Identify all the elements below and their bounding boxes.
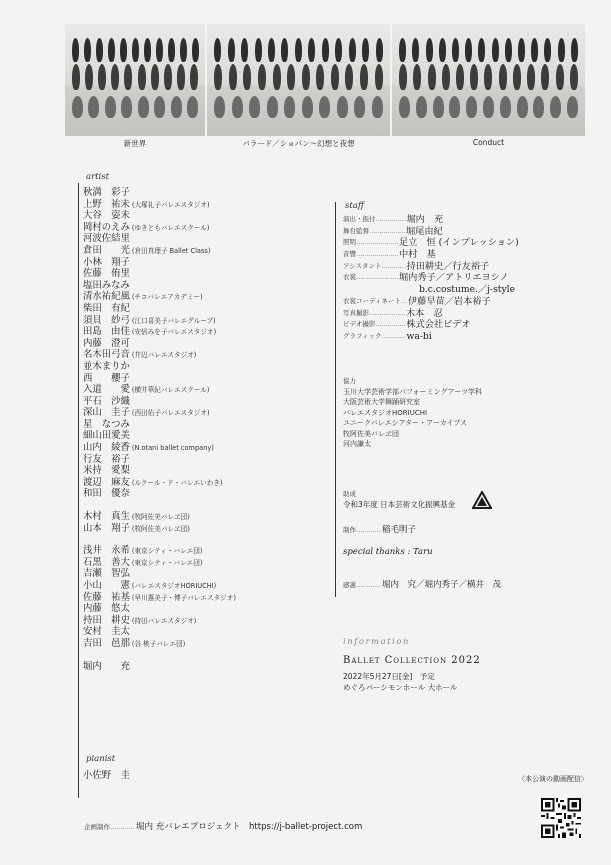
artist-row (83, 580, 328, 592)
artist-name: 塩田みなみ (83, 279, 130, 291)
staff-row (343, 308, 568, 320)
artist-row (83, 326, 328, 338)
artist-name: 吉瀬 智弘 (83, 568, 130, 580)
artist-row (83, 523, 328, 535)
cooperation-item: 河内謙太 (343, 440, 371, 448)
artist-row (83, 268, 328, 280)
artist-name: 米持 愛梨 (83, 465, 130, 477)
artist-row (83, 661, 328, 673)
artist-row (83, 430, 328, 442)
group-photo-shinsekai (65, 24, 205, 136)
artist-row (83, 187, 328, 199)
gratitude-credit (343, 578, 501, 590)
artist-name: 小山 憲 (83, 580, 130, 591)
cooperation-item: ユニークバレエシアター・アーカイブス (343, 419, 468, 427)
artist-name: 星 なつみ (83, 418, 130, 430)
staff-dots: ………………… (356, 238, 398, 247)
artist-name: 吉田 邑那 (83, 637, 130, 649)
artist-name: 行友 裕子 (83, 453, 130, 465)
artist-name: 内藤 悠太 (83, 603, 130, 615)
staff-role: アシスタント (343, 261, 382, 270)
artist-name: 細山田愛美 (83, 430, 130, 442)
cooperation-label: 協力 (343, 377, 356, 385)
staff-list (343, 214, 568, 343)
artist-affiliation: (安倍みを子バレエスタジオ) (131, 328, 217, 337)
staff-row (343, 226, 568, 238)
information-heading: information (343, 637, 410, 647)
artist-name: 持田 耕史 (83, 614, 130, 626)
middle-rule (335, 202, 336, 597)
artist-name: 入道 愛 (83, 384, 130, 396)
staff-name: 木本 忍 (406, 307, 443, 319)
artist-row (83, 454, 328, 466)
artist-row (83, 626, 328, 638)
artist-name: 名木田弓音 (83, 349, 130, 361)
artist-affiliation: (ゆきともバレエスクール) (131, 223, 210, 232)
group-photo-ballade (207, 24, 390, 136)
footer-credit (84, 820, 362, 832)
artist-row (83, 199, 328, 211)
artist-row (83, 603, 328, 615)
artist-name: 倉田 光 (83, 244, 130, 256)
staff-role: グラフィック (343, 331, 382, 340)
artist-row (83, 222, 328, 234)
artist-name: 佐藤 侑里 (83, 268, 130, 280)
staff-dots: ………………… (356, 250, 398, 259)
artist-name: 上野 祐未 (83, 198, 130, 210)
artist-row (83, 233, 328, 245)
artist-name: 河波佐結里 (83, 233, 130, 245)
staff-role: 音響 (343, 250, 356, 259)
performance-title: Ballet Collection 2022 (343, 655, 481, 666)
artist-row (83, 349, 328, 361)
artist-row (83, 384, 328, 396)
artist-row (83, 315, 328, 327)
staff-name: 堀内 充 (406, 214, 444, 225)
artist-name: 安村 圭太 (83, 626, 130, 638)
cooperation-block (343, 376, 482, 450)
staff-name: 持田耕史／行友裕子 (406, 260, 490, 272)
pianist-heading: pianist (86, 754, 116, 764)
staff-name: 中村 基 (399, 249, 436, 261)
artist-affiliation: (ルクール・ド・バレエいわき) (131, 478, 223, 487)
artist-affiliation: (牧阿佐美バレヱ団) (131, 513, 190, 522)
artist-name: 山本 翔子 (83, 522, 130, 534)
artist-row (83, 407, 328, 419)
artist-name: 平石 沙織 (83, 395, 130, 407)
artist-row (83, 245, 328, 257)
artist-name: 内藤 澄可 (83, 337, 130, 349)
gratitude-label: 感謝 (343, 581, 356, 589)
artist-row (83, 338, 328, 350)
staff-role: 衣裳 (343, 273, 356, 282)
left-rule (78, 183, 79, 798)
staff-row (343, 319, 568, 331)
artist-name: 渡辺 麻友 (83, 476, 130, 488)
gratitude-names: 堀内 究／堀内秀子／横井 茂 (382, 580, 502, 590)
photo-caption: 新世界 (123, 139, 147, 148)
staff-dots: ……………… (369, 226, 405, 235)
artist-name: 並木まりか (83, 360, 130, 372)
artist-name: 岡村のえみ (83, 221, 130, 233)
staff-row (343, 296, 568, 308)
artist-name: 浅井 永希 (83, 545, 130, 557)
artist-affiliation: (持田バレエスタジオ) (131, 616, 197, 625)
pianist-name: 小佐野 圭 (83, 770, 130, 781)
staff-role: 照明 (343, 238, 356, 247)
staff-role: 演出・振付 (343, 215, 376, 223)
artist-row (83, 545, 328, 557)
staff-dots: ………… (381, 331, 406, 340)
artist-row (83, 419, 328, 431)
cooperation-item: 牧阿佐美バレヱ団 (343, 429, 399, 438)
artist-name: 山内 綾香 (83, 442, 130, 454)
artist-group-gap (83, 650, 328, 661)
artist-row (83, 477, 328, 489)
staff-role: 舞台監督 (343, 226, 369, 235)
photo-caption: Conduct (472, 138, 505, 147)
staff-name: 堀内秀子／アトリエヨシノ (399, 272, 509, 284)
video-stream-note: 〈本公演の動画配信〉 (518, 775, 588, 783)
cooperation-item: 玉川大学芸術学部パフォーミングアーツ学科 (343, 387, 483, 396)
artist-heading: artist (86, 172, 110, 182)
photo-caption: バラード／ショパン〜幻想と夜想 (242, 139, 355, 148)
photo-strip (65, 24, 585, 136)
artist-name: 秋満 彩子 (83, 187, 130, 198)
artist-affiliation: (倉田真理子 Ballet Class) (131, 246, 211, 255)
artist-name: 須貝 紗弓 (83, 314, 130, 326)
staff-dots: ……………… (369, 308, 405, 317)
staff-dots: …………… (375, 320, 406, 329)
arts-fund-logo-icon (472, 491, 492, 509)
cooperation-item: バレエスタジオHORIUCHI (343, 408, 428, 417)
production-name: 稲毛明子 (382, 525, 417, 535)
artist-name: 西 櫻子 (83, 372, 130, 384)
artist-row (83, 465, 328, 477)
artist-row (83, 373, 328, 385)
staff-row (343, 261, 568, 273)
artist-list (83, 187, 328, 672)
artist-name: 小林 翔子 (83, 256, 130, 268)
artist-affiliation: (江口喜美子バレエグループ) (131, 316, 216, 325)
artist-row (83, 592, 328, 604)
artist-row (83, 488, 328, 500)
gratitude-dots: ………… (356, 581, 380, 589)
artist-name: 清水祐紀風 (83, 291, 130, 303)
artist-name: 堀内 充 (83, 660, 130, 672)
artist-affiliation: (バレエスタジオHORIUCHI) (131, 582, 217, 590)
staff-name: 足立 恒 (インプレッション) (399, 237, 519, 249)
artist-affiliation: (大塚礼子バレエスタジオ) (131, 200, 210, 209)
artist-affiliation: (西田佑子バレエスタジオ) (131, 409, 210, 418)
artist-affiliation: (N.otani ballet company) (131, 444, 214, 453)
staff-dots: ………………… (356, 273, 398, 282)
staff-dots: … (400, 296, 407, 305)
artist-row (83, 291, 328, 303)
artist-group-gap (83, 534, 328, 545)
staff-name: 株式会社ビデオ (406, 319, 471, 331)
staff-row (343, 331, 568, 343)
artist-row (83, 615, 328, 627)
artist-row (83, 303, 328, 315)
footer-label: 企画制作 (84, 823, 110, 831)
staff-row (343, 284, 568, 296)
photo-captions (65, 138, 585, 150)
artist-row (83, 638, 328, 650)
artist-name: 深山 圭子 (83, 407, 130, 419)
staff-name: b.c.costume.／j-style (419, 284, 516, 296)
artist-row (83, 361, 328, 373)
artist-row (83, 442, 328, 454)
staff-heading: staff (345, 201, 364, 211)
staff-name: 伊藤早苗／岩本裕子 (407, 295, 491, 307)
production-label: 制作 (343, 526, 356, 534)
group-photo-conduct (392, 24, 585, 136)
staff-name: 堀尾由紀 (406, 225, 443, 237)
staff-row (343, 272, 568, 284)
artist-row (83, 557, 328, 569)
artist-row (83, 568, 328, 580)
qr-code-icon[interactable] (541, 798, 581, 838)
artist-group-gap (83, 500, 328, 511)
staff-dots: ………… (381, 261, 406, 270)
staff-row (343, 214, 568, 226)
artist-row (83, 257, 328, 269)
cooperation-item: 大阪芸術大学舞踊研究室 (343, 398, 420, 406)
artist-row (83, 396, 328, 408)
staff-row (343, 249, 568, 261)
artist-name: 和田 優奈 (83, 488, 130, 500)
staff-role: 写真撮影 (343, 308, 369, 317)
artist-affiliation: (早川惠美子・博子バレエスタジオ) (131, 593, 236, 602)
artist-name: 田島 由佳 (83, 326, 130, 338)
artist-row (83, 511, 328, 523)
artist-affiliation: (東京シティ・バレエ団) (131, 547, 203, 556)
staff-dots: …………… (375, 215, 406, 223)
artist-affiliation: (井辺バレエスタジオ) (131, 351, 197, 360)
artist-affiliation: (チコバレエアカデミー) (131, 293, 203, 302)
footer-dots: ………… (110, 823, 134, 831)
staff-role: 衣裳コーディネート (343, 296, 401, 305)
artist-name: 柴田 有紀 (83, 302, 130, 314)
special-thanks: special thanks : Taru (343, 547, 433, 557)
artist-name: 大谷 姿未 (83, 210, 130, 222)
artist-row (83, 210, 328, 222)
staff-row (343, 237, 568, 249)
performance-date: 2022年5月27日[金] 予定 (343, 672, 435, 681)
performance-venue: めぐろパーシモンホール 大ホール (343, 683, 458, 692)
staff-role: ビデオ撮影 (343, 320, 376, 329)
artist-name: 佐藤 祐基 (83, 591, 130, 603)
artist-affiliation: (横井華紀バレエスクール) (131, 386, 210, 395)
grant-text: 令和3年度 日本芸術文化振興基金 (343, 500, 456, 509)
production-credit (343, 523, 416, 535)
footer-project-url[interactable]: 堀内 充バレエプロジェクト https://j-ballet-project.com (136, 822, 363, 832)
artist-name: 石黒 善大 (83, 556, 130, 568)
grant-label: 助成 (343, 490, 356, 498)
artist-affiliation: (牧阿佐美バレヱ団) (131, 524, 190, 533)
artist-affiliation: (谷 桃子バレエ団) (131, 639, 186, 648)
production-dots: ………… (356, 526, 380, 534)
staff-name: wa-bi (406, 330, 432, 342)
artist-affiliation: (東京シティ・バレエ団) (131, 558, 203, 567)
artist-name: 木村 真生 (83, 511, 130, 523)
artist-row (83, 280, 328, 292)
